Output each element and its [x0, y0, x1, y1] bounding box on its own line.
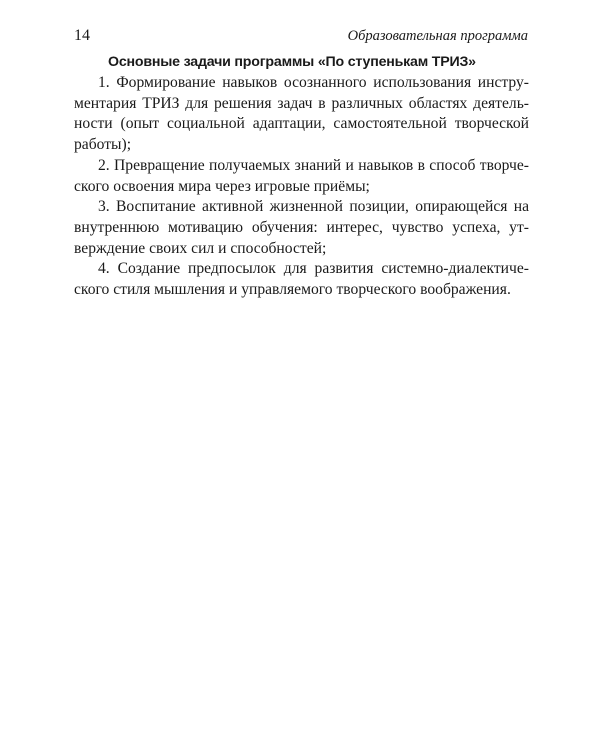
task-3-line-3: верждение своих сил и способностей;: [74, 239, 327, 257]
task-1-line-1: 1. Формирование навыков осознанного использования инстру-: [98, 74, 529, 91]
section-heading: Основные задачи программы «По ступенькам ТРИЗ»: [108, 54, 476, 70]
task-2-line-1: 2. Превращение получаемых знаний и навыков в способ творче-: [98, 156, 529, 174]
task-item-4: [74, 259, 529, 300]
page-content: [74, 52, 529, 301]
page-number: 14: [74, 27, 90, 44]
task-1-line-3: ности (опыт социальной адаптации, самостоятельной творческой: [74, 115, 529, 133]
task-item-1: [74, 73, 529, 156]
task-3-line-2: внутреннюю мотивацию обучения: интерес, чувство успеха, ут-: [74, 218, 529, 236]
task-item-3: [74, 197, 529, 259]
task-2-line-2: ского освоения мира через игровые приёмы;: [74, 177, 370, 195]
task-item-2: [74, 156, 529, 197]
task-1-line-2: ментария ТРИЗ для решения задач в различных областях деятель-: [74, 94, 529, 112]
running-header: Образовательная программа: [347, 28, 528, 44]
task-4-line-2: ского стиля мышления и управляемого творческого воображения.: [74, 281, 511, 299]
task-1-line-4: работы);: [74, 136, 132, 154]
task-4-line-1: 4. Создание предпосылок для развития системно-диалектиче-: [98, 260, 529, 278]
task-3-line-1: 3. Воспитание активной жизненной позиции, опирающейся на: [98, 198, 529, 216]
